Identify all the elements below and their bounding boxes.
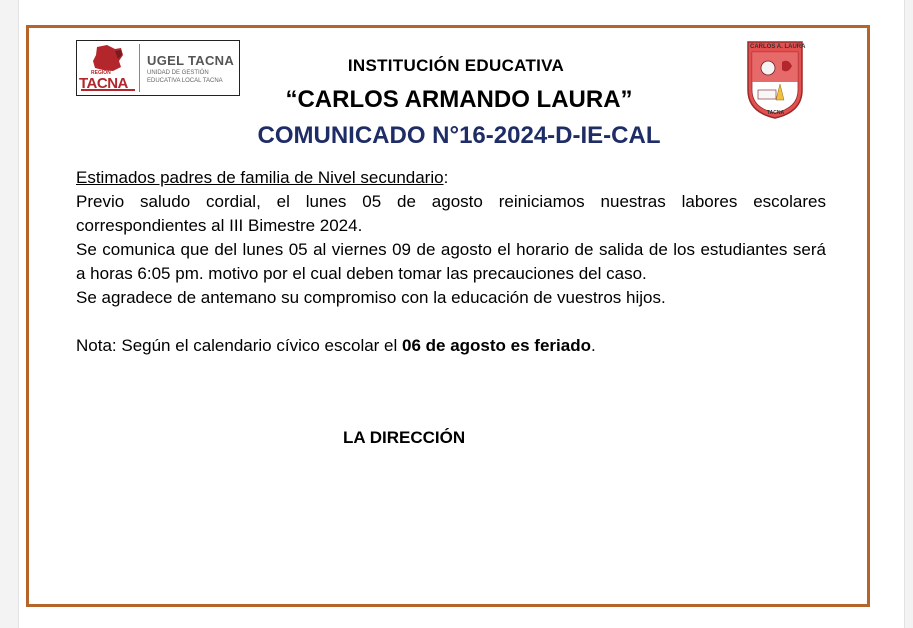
institution-heading: INSTITUCIÓN EDUCATIVA: [347, 56, 565, 75]
page-margin-left: [0, 0, 19, 628]
ugel-subtitle-line2: EDUCATIVA LOCAL TACNA: [147, 78, 223, 84]
crest-top-text: CARLOS A. LAURA: [750, 44, 806, 50]
greeting-text: Estimados padres de familia de Nivel secundario: [76, 168, 444, 187]
region-label: REGIÓN: [91, 70, 111, 76]
note-line: [76, 334, 826, 358]
school-crest: [744, 38, 806, 120]
school-name-heading: “CARLOS ARMANDO LAURA”: [285, 86, 633, 113]
ugel-brand: UGEL TACNA: [147, 53, 235, 68]
signature: LA DIRECCIÓN: [343, 428, 466, 447]
note-suffix: .: [590, 336, 596, 355]
document-frame: [26, 25, 870, 607]
region-name: TACNA: [79, 75, 128, 92]
communique-body: [76, 166, 826, 358]
communique-number-heading: COMUNICADO N°16-2024-D-IE-CAL: [257, 122, 661, 149]
paragraph-reopening: Previo saludo cordial, el lunes 05 de agosto reiniciamos nuestras labores escolares correspondientes al III Bimestre 2024.: [76, 192, 826, 235]
greeting-colon: :: [443, 168, 449, 187]
paragraph-schedule: Se comunica que del lunes 05 al viernes 09 de agosto el horario de salida de los estudiantes será a horas 6:05 pm. motivo por el cual deben tomar las precauciones del caso.: [76, 240, 826, 283]
note-prefix: Nota: Según el calendario cívico escolar el: [76, 336, 403, 355]
school-shield-icon: [744, 38, 806, 120]
crest-bottom-text: TACNA: [767, 110, 785, 116]
page-margin-right: [904, 0, 913, 628]
ugel-subtitle-line1: UNIDAD DE GESTIÓN: [147, 70, 209, 76]
greeting-line: [76, 166, 826, 190]
paragraph-thanks: Se agradece de antemano su compromiso con la educación de vuestros hijos.: [76, 288, 666, 307]
note-holiday: 06 de agosto es feriado: [402, 336, 591, 355]
